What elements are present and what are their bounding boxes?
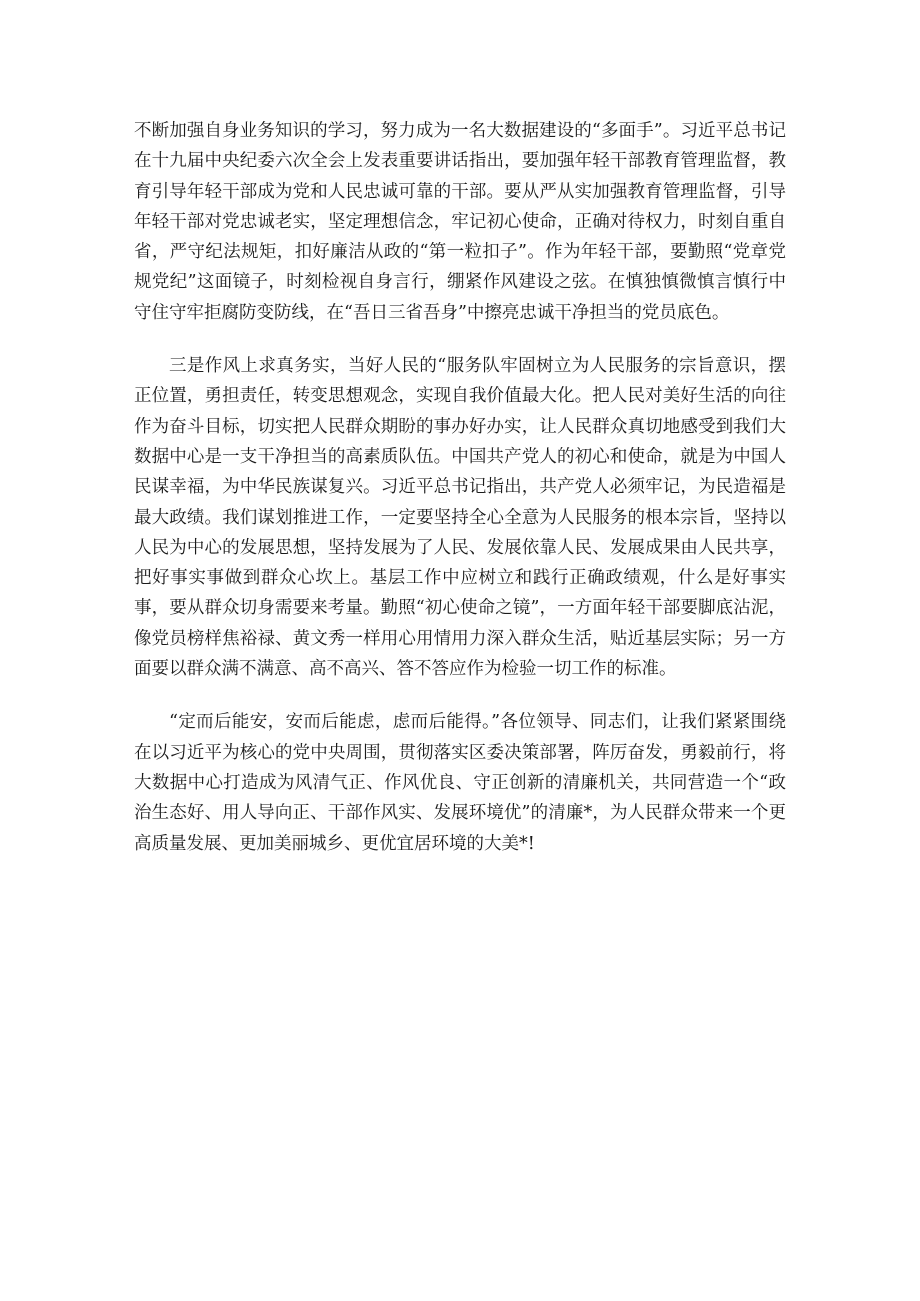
document-body [134,116,786,859]
paragraph-work-style: 三是作风上求真务实，当好人民的“服务队牢固树立为人民服务的宗旨意识，摆正位置，勇担责任，转变思想观念，实现自我价值最大化。把人民对美好生活的向往作为奋斗目标，切实把人民群众期盼的事办好办实，让人民群众真切地感受到我们大数据中心是一支干净担当的高素质队伍。中国共产党人的初心和使命，就是为中国人民谋幸福，为中华民族谋复兴。习近平总书记指出，共产党人必须牢记，为民造福是最大政绩。我们谋划推进工作，一定要坚持全心全意为人民服务的根本宗旨，坚持以人民为中心的发展思想，坚持发展为了人民、发展依靠人民、发展成果由人民共享，把好事实事做到群众心坎上。基层工作中应树立和践行正确政绩观，什么是好事实事，要从群众切身需要来考量。勤照“初心使命之镜”，一方面年轻干部要脚底沾泥，像党员榜样焦裕禄、黄文秀一样用心用情用力深入群众生活，贴近基层实际；另一方面要以群众满不满意、高不高兴、答不答应作为检验一切工作的标准。 [134,356,786,680]
paragraph-conclusion: “定而后能安，安而后能虑，虑而后能得。”各位领导、同志们，让我们紧紧围绕在以习近平为核心的党中央周围，贯彻落实区委决策部署，阵厉奋发，勇毅前行，将大数据中心打造成为风清气正、作风优良、守正创新的清廉机关，共同营造一个“政治生态好、用人导向正、干部作风实、发展环境优”的清廉*，为人民群众带来一个更高质量发展、更加美丽城乡、更优宜居环境的大美*! [134,712,786,854]
paragraph-discipline: 不断加强自身业务知识的学习，努力成为一名大数据建设的“多面手”。习近平总书记在十九届中央纪委六次全会上发表重要讲话指出，要加强年轻干部教育管理监督，教育引导年轻干部成为党和人民忠诚可靠的干部。要从严从实加强教育管理监督，引导年轻干部对党忠诚老实，坚定理想信念，牢记初心使命，正确对待权力，时刻自重自省，严守纪法规矩，扣好廉洁从政的“第一粒扣子”。作为年轻干部，要勤照“党章党规党纪”这面镜子，时刻检视自身言行，绷紧作风建设之弦。在慎独慎微慎言慎行中守住守牢拒腐防变防线，在“吾日三省吾身”中擦亮忠诚干净担当的党员底色。 [134,121,786,323]
